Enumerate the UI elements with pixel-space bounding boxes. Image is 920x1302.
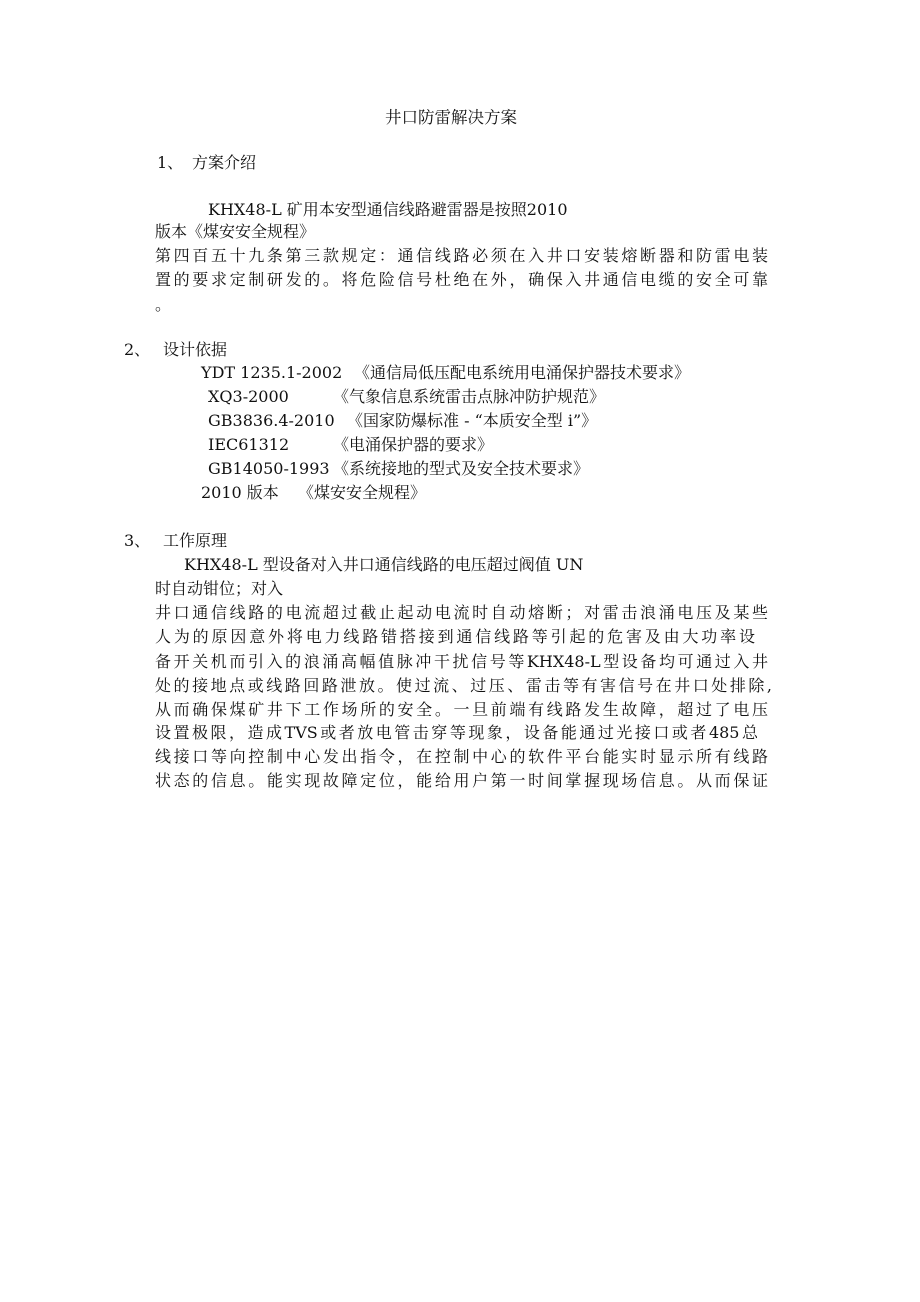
section-2-heading: 设计依据 bbox=[163, 340, 228, 359]
section-1-number: 1、 bbox=[157, 153, 184, 172]
section-1-para-line: 置的要求定制研发的。将危险信号杜绝在外，确保入井通信电缆的安全可靠 bbox=[155, 270, 768, 289]
reference-title: 《国家防爆标准 - “本质安全型 i”》 bbox=[347, 411, 598, 430]
reference-code: XQ3-2000 bbox=[208, 387, 289, 406]
reference-title: 《电涌保护器的要求》 bbox=[333, 435, 494, 454]
section-1-para-line: 版本《煤安安全规程》 bbox=[155, 222, 316, 241]
section-3-para-line: KHX48-L 型设备对入井口通信线路的电压超过阀值 UN bbox=[184, 555, 584, 574]
section-1-para-line: 第四百五十九条第三款规定：通信线路必须在入井口安装熔断器和防雷电装 bbox=[155, 246, 768, 265]
section-1-para-line: KHX48-L 矿用本安型通信线路避雷器是按照2010 bbox=[208, 200, 568, 219]
reference-code: IEC61312 bbox=[208, 435, 290, 454]
reference-code: 2010 版本 bbox=[201, 483, 279, 502]
section-1-heading: 方案介绍 bbox=[192, 153, 257, 172]
section-3-para-line: 时自动钳位；对入 bbox=[155, 579, 284, 598]
section-3-para-line: 井口通信线路的电流超过截止起动电流时自动熔断；对雷击浪涌电压及某些 bbox=[155, 603, 768, 622]
section-2-number: 2、 bbox=[124, 340, 151, 359]
reference-code: GB14050-1993 bbox=[208, 459, 330, 478]
section-3-para-line: 从而确保煤矿井下工作场所的安全。一旦前端有线路发生故障，超过了电压 bbox=[155, 700, 768, 719]
section-3-para-line: 线接口等向控制中心发出指令，在控制中心的软件平台能实时显示所有线路 bbox=[155, 747, 768, 766]
section-3-heading: 工作原理 bbox=[163, 531, 228, 550]
section-3-para-line: 备开关机而引入的浪涌高幅值脉冲干扰信号等KHX48-L型设备均可通过入井 bbox=[155, 652, 768, 671]
reference-title: 《通信局低压配电系统用电涌保护器技术要求》 bbox=[354, 363, 691, 382]
reference-code: GB3836.4-2010 bbox=[208, 411, 335, 430]
reference-code: YDT 1235.1-2002 bbox=[201, 363, 343, 382]
section-3-number: 3、 bbox=[124, 531, 151, 550]
reference-title: 《煤安安全规程》 bbox=[298, 483, 427, 502]
reference-title: 《系统接地的型式及安全技术要求》 bbox=[333, 459, 590, 478]
page-title: 井口防雷解决方案 bbox=[385, 108, 517, 127]
section-3-para-line: 处的接地点或线路回路泄放。使过流、过压、雷击等有害信号在井口处排除, bbox=[155, 676, 772, 695]
reference-title: 《气象信息系统雷击点脉冲防护规范》 bbox=[333, 387, 606, 406]
section-1-para-line: 。 bbox=[155, 295, 172, 314]
section-3-para-line: 人为的原因意外将电力线路错搭接到通信线路等引起的危害及由大功率设 bbox=[155, 627, 755, 646]
section-3-para-line: 设置极限，造成TVS或者放电管击穿等现象，设备能通过光接口或者485总 bbox=[155, 723, 758, 742]
section-3-para-line: 状态的信息。能实现故障定位，能给用户第一时间掌握现场信息。从而保证 bbox=[155, 771, 768, 790]
